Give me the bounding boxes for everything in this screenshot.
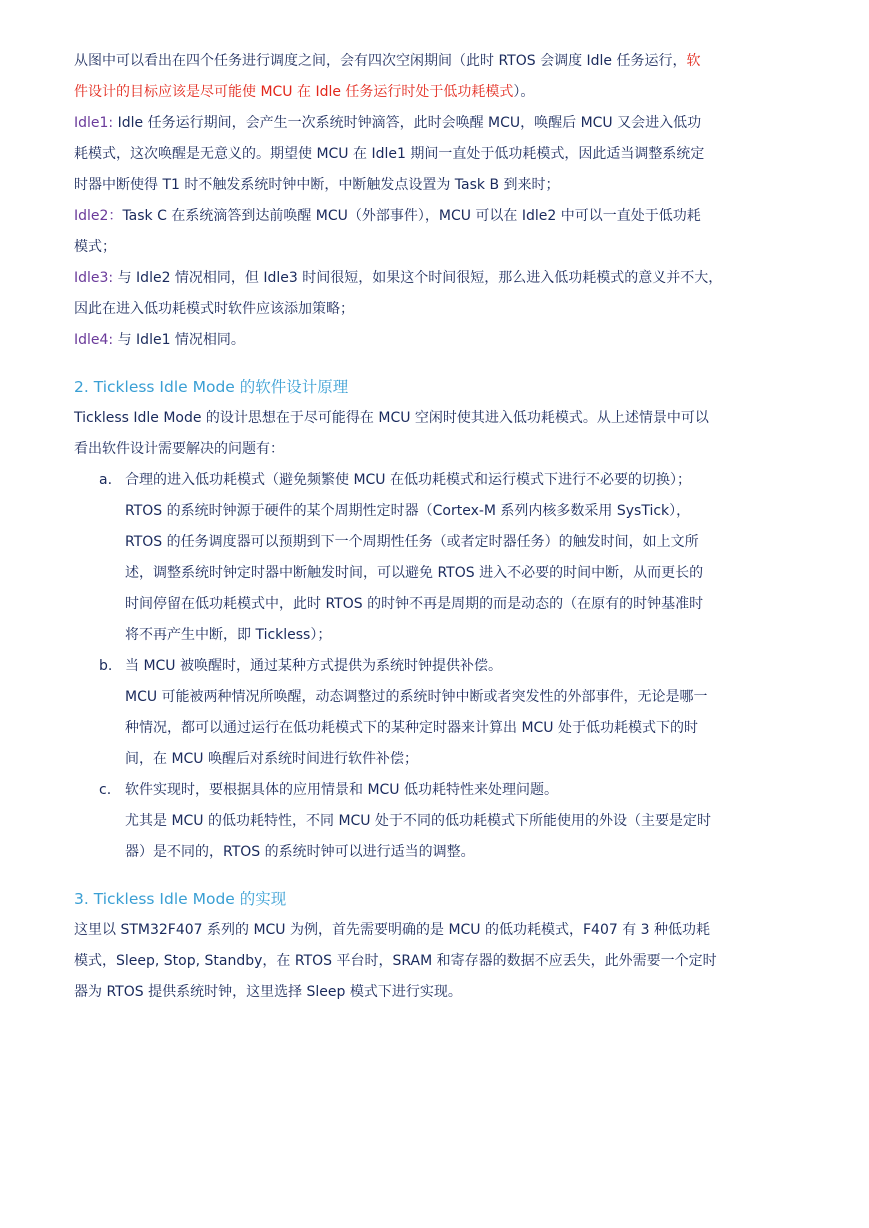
section-3-paragraph-line: 器为 RTOS 提供系统时钟，这里选择 Sleep 模式下进行实现。 [74,984,462,1000]
idle2-text: Task C 在系统滴答到达前唤醒 MCU（外部事件），MCU 可以在 Idle2 中可以一直处于低功耗 [122,208,701,224]
list-item-line: MCU 可能被两种情况所唤醒，动态调整过的系统时钟中断或者突发性的外部事件，无论是哪一 [125,689,708,705]
section-3-paragraph-line: 这里以 STM32F407 系列的 MCU 为例，首先需要明确的是 MCU 的低功耗模式，F407 有 3 种低功耗 [74,922,711,938]
section-3-paragraph-line: 模式，Sleep, Stop, Standby，在 RTOS 平台时，SRAM 和寄存器的数据不应丢失，此外需要一个定时 [74,953,717,969]
idle3-line-2: 因此在进入低功耗模式时软件应该添加策略； [74,301,354,317]
list-item-line: 器）是不同的，RTOS 的系统时钟可以进行适当的调整。 [125,844,475,860]
section-3-heading: 3. Tickless Idle Mode 的实现 [74,890,287,908]
intro-line-2 [74,77,802,108]
list-item-line: 种情况，都可以通过运行在低功耗模式下的某种定时器来计算出 MCU 处于低功耗模式下的时 [125,720,698,736]
list-item-line: 合理的进入低功耗模式（避免频繁使 MCU 在低功耗模式和运行模式下进行不必要的切换）； [125,472,691,488]
section-2-heading: 2. Tickless Idle Mode 的软件设计原理 [74,378,349,396]
idle4-label: Idle4: [74,332,114,348]
list-item-line: 当 MCU 被唤醒时，通过某种方式提供为系统时钟提供补偿。 [125,658,503,674]
list-marker: a. [99,472,113,488]
idle1-line-3: 时器中断使得 T1 时不触发系统时钟中断，中断触发点设置为 Task B 到来时； [74,177,560,193]
document-page [74,46,802,1008]
section-2-paragraph-line: 看出软件设计需要解决的问题有： [74,441,284,457]
idle1-label: Idle1: [74,115,114,131]
list-item-line: 软件实现时，要根据具体的应用情景和 MCU 低功耗特性来处理问题。 [125,782,559,798]
list-item-c [74,775,802,868]
list-item-line: 将不再产生中断，即 Tickless）； [125,627,332,643]
idle2-line-1 [74,201,802,232]
intro-text: ）。 [513,84,535,100]
idle2-label: Idle2： [74,208,123,224]
list-marker: c. [99,782,112,798]
idle1-line-1 [74,108,802,139]
idle2-line-2: 模式； [74,239,116,255]
list-item-b [74,651,802,775]
idle3-label: Idle3: [74,270,114,286]
intro-text: 从图中可以看出在四个任务进行调度之间，会有四次空闲期间（此时 RTOS 会调度 Idle 任务运行， [74,53,687,69]
idle1-text: Idle 任务运行期间，会产生一次系统时钟滴答，此时会唤醒 MCU，唤醒后 MCU 又会进入低功 [113,115,702,131]
list-item-line: 述，调整系统时钟定时器中断触发时间，可以避免 RTOS 进入不必要的时间中断，从而更长的 [125,565,704,581]
list-item-line: 时间停留在低功耗模式中，此时 RTOS 的时钟不再是周期的而是动态的（在原有的时钟基准时 [125,596,704,612]
idle4-text: 与 Idle1 情况相同。 [113,332,245,348]
idle1-line-2: 耗模式，这次唤醒是无意义的。期望使 MCU 在 Idle1 期间一直处于低功耗模式，因此适当调整系统定 [74,146,705,162]
list-item-line: 间，在 MCU 唤醒后对系统时间进行软件补偿； [125,751,419,767]
list-item-line: 尤其是 MCU 的低功耗特性，不同 MCU 处于不同的低功耗模式下所能使用的外设（主要是定时 [125,813,712,829]
intro-highlight: 件设计的目标应该是尽可能使 MCU 在 Idle 任务运行时处于低功耗模式 [74,84,514,100]
list-item-line: RTOS 的系统时钟源于硬件的某个周期性定时器（Cortex-M 系列内核多数采用 SysTick）， [125,503,691,519]
idle4-line-1 [74,325,802,356]
intro-highlight: 软 [686,53,701,69]
idle3-line-1 [74,263,802,294]
section-2-paragraph-line: Tickless Idle Mode 的设计思想在于尽可能得在 MCU 空闲时使其进入低功耗模式。从上述情景中可以 [74,410,709,426]
intro-line-1 [74,46,802,77]
list-item-line: RTOS 的任务调度器可以预期到下一个周期性任务（或者定时器任务）的触发时间，如上文所 [125,534,699,550]
list-item-a [74,465,802,651]
idle3-text: 与 Idle2 情况相同，但 Idle3 时间很短，如果这个时间很短，那么进入低功耗模式的意义并不大， [113,270,723,286]
list-marker: b. [99,658,113,674]
